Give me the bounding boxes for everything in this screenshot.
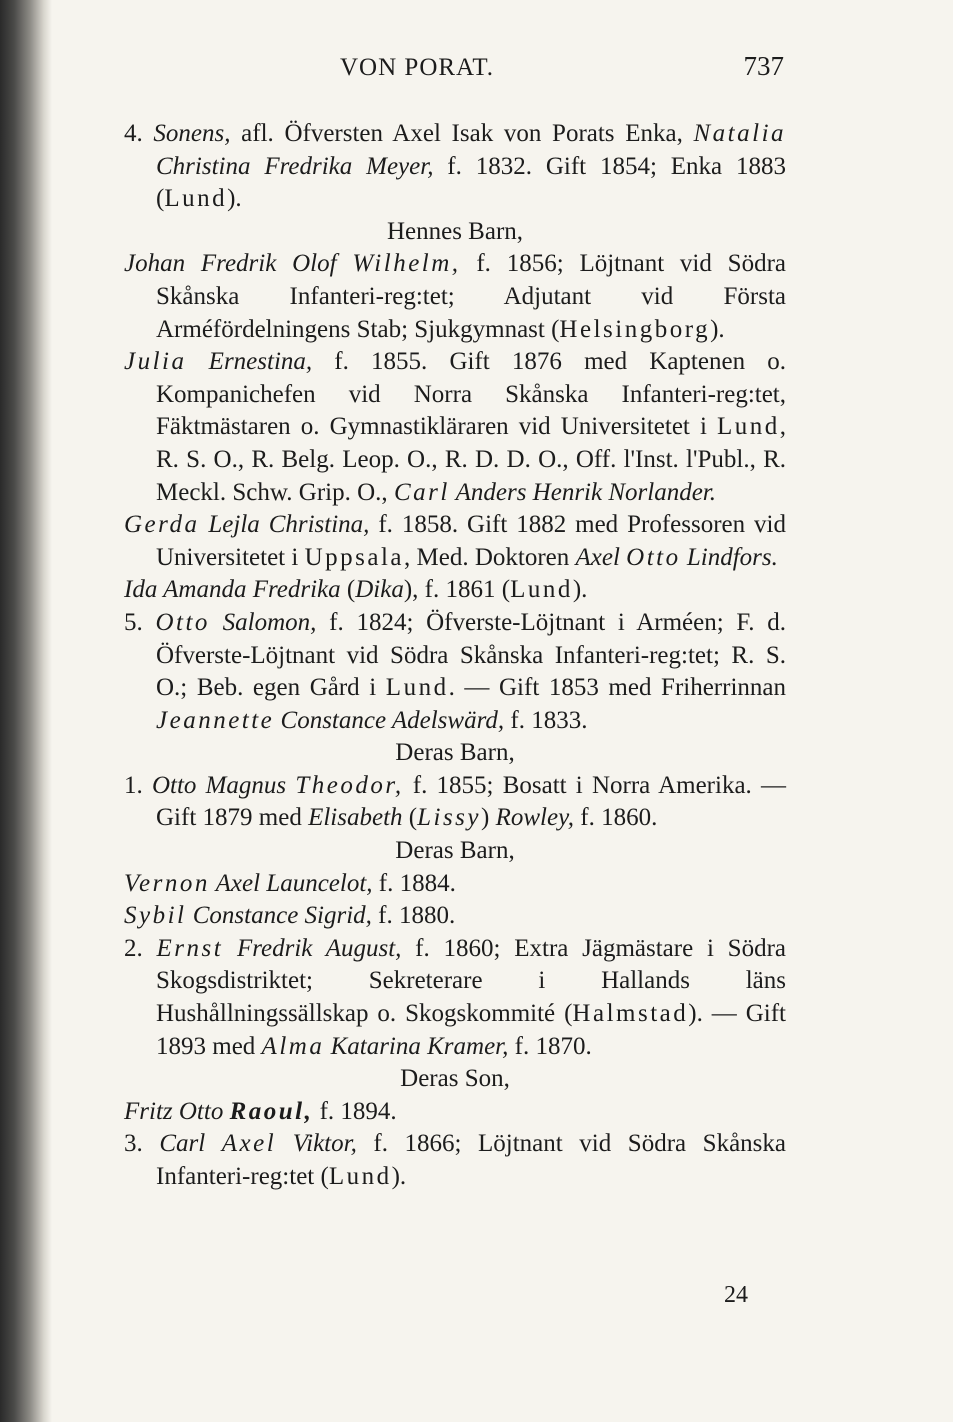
wife-nickname: Lissy <box>417 804 481 832</box>
child-gerda <box>124 509 786 574</box>
child-julia <box>124 346 786 509</box>
vernon-callname: Vernon <box>124 869 210 897</box>
wife-names: Constance Adelswärd, <box>274 706 505 734</box>
entry-5-text: f. 1824; Öfverste-Löjtnant i Arméen; F. d. Öfverste-Löjtnant vid Södra Skånska Infanteri-reg:tet; R. S. O.; Beb. egen Gård i <box>156 608 787 702</box>
johan-names: Johan Fredrik Olof <box>124 250 353 278</box>
husband-callname: Carl <box>393 478 450 506</box>
c3-text: f. 1866; Löjtnant vid Södra Skånska Infanteri-reg:tet ( <box>156 1130 786 1190</box>
c2-text: f. 1860; Extra Jägmästare i Södra Skogsdistriktet; Sekreterare i Hallands läns Hushållningssällskap o. Skogskommité ( <box>156 934 786 1028</box>
heading-deras-son: Deras Son, <box>400 1065 510 1093</box>
wife-callname: Alma <box>261 1032 325 1060</box>
wife-names: Katarina Kramer, <box>324 1032 509 1060</box>
place-lund: Lund <box>385 674 449 702</box>
ida-dates: ), f. 1861 ( <box>403 576 511 604</box>
sybil-dates: f. 1880. <box>371 902 456 930</box>
wife-dates: f. 1833. <box>504 706 588 734</box>
place-halmstad: Halmstad <box>572 1000 689 1028</box>
johan-text: f. 1856; Löjtnant vid Södra Skånska Infanteri-reg:tet; Adjutant vid Första Arméfördelningens Stab; Sjukgymnast ( <box>156 250 786 343</box>
entry-4-dates: f. 1832. Gift 1854; Enka 1883 ( <box>156 152 786 213</box>
place-uppsala: Uppsala <box>304 543 404 571</box>
fritz-names: Fritz Otto <box>124 1097 230 1125</box>
signature-mark: 24 <box>724 1282 748 1308</box>
running-header <box>124 50 786 90</box>
entry-4-close: ). <box>227 185 242 213</box>
c1-names: Otto Magnus <box>151 771 296 799</box>
vernon-dates: f. 1884. <box>372 869 456 897</box>
heading-deras-barn: Deras Barn, <box>395 739 515 767</box>
grandchild-vernon <box>124 868 786 901</box>
gerda-names: Lejla Christina, <box>199 511 370 539</box>
paren: ( <box>402 804 418 832</box>
entry-5-names: Salomon, <box>209 608 317 636</box>
page-body <box>124 50 786 1194</box>
entry-4-role: Sonens, <box>153 120 231 147</box>
husband-first: Axel <box>575 543 627 571</box>
entry-4-callname: Natalia <box>693 120 787 147</box>
child-number: 3. <box>124 1130 143 1158</box>
husband-names: Anders Henrik Norlander. <box>449 478 716 506</box>
wife-dates: f. 1860. <box>574 804 658 832</box>
ida-close: ). <box>572 576 588 604</box>
child-number: 1. <box>124 771 143 799</box>
entry-5 <box>124 607 786 737</box>
sybil-callname: Sybil <box>124 902 187 930</box>
heading-deras-barn: Deras Barn, <box>395 837 515 865</box>
gerda-callname: Gerda <box>124 511 200 539</box>
child-1 <box>124 770 786 835</box>
c2-callname: Ernst <box>156 934 224 962</box>
c1-callname: Theodor, <box>295 771 404 799</box>
wife-dates: f. 1870. <box>508 1032 592 1060</box>
grandchild-fritz <box>124 1096 786 1129</box>
c3-close: ). <box>391 1163 407 1190</box>
entry-5-callname: Otto <box>155 608 210 636</box>
wife-surname: Rowley, <box>495 804 575 832</box>
julia-names: Ernestina, <box>186 348 313 376</box>
fritz-dates: f. 1894. <box>313 1097 397 1125</box>
c2-names: Fredrik August, <box>223 934 402 962</box>
julia-callname: Julia <box>124 348 187 376</box>
place-lund: Lund <box>164 185 228 213</box>
vernon-names: Axel Launcelot, <box>209 869 373 897</box>
entry-number: 4. <box>124 120 143 147</box>
paren: ( <box>340 576 356 604</box>
gerda-title: , Med. Doktoren <box>404 543 576 571</box>
place-helsingborg: Helsingborg <box>559 315 711 343</box>
wife-first: Elisabeth <box>308 804 403 832</box>
entry-4 <box>124 118 786 216</box>
c2-marriage: ). — Gift 1893 med <box>156 1000 786 1060</box>
fritz-callname: Raoul, <box>229 1097 314 1125</box>
julia-text: f. 1855. Gift 1876 med Kaptenen o. Kompanichefen vid Norra Skånska Infanteri-reg:tet, Fäktmästaren o. Gymnastikläraren vid Universitetet i <box>156 348 786 441</box>
header-title: VON PORAT. <box>340 54 494 81</box>
sybil-names: Constance Sigrid, <box>186 902 372 930</box>
johan-close: ). <box>710 315 725 343</box>
paren: ) <box>481 804 496 832</box>
johan-callname: Wilhelm, <box>352 250 461 278</box>
husband-callname: Otto <box>626 543 681 571</box>
scan-binding-edge <box>0 0 52 1422</box>
ida-names: Ida Amanda Fredrika <box>124 576 341 604</box>
julia-orders: , R. S. O., R. Belg. Leop. O., R. D. D. O., Off. l'Inst. l'Publ., R. Meckl. Schw. Grip. O., <box>156 413 786 506</box>
child-2 <box>124 933 786 1063</box>
place-lund: Lund <box>716 413 780 441</box>
gerda-text: f. 1858. Gift 1882 med Professoren vid Universitetet i <box>156 511 786 571</box>
ida-nickname: Dika <box>355 576 404 604</box>
entry-5-marriage: . — Gift 1853 med Friherrinnan <box>448 674 787 702</box>
child-3 <box>124 1128 786 1193</box>
wife-callname: Jeannette <box>156 706 275 734</box>
c1-text: f. 1855; Bosatt i Norra Amerika. — Gift 1879 med <box>156 771 786 832</box>
entry-4-names: Christina Fredrika Meyer, <box>156 152 434 180</box>
c3-first: Carl <box>159 1130 222 1158</box>
page-number: 737 <box>743 51 784 81</box>
c3-callname: Axel <box>221 1130 277 1158</box>
entry-4-text: afl. Öfversten Axel Isak von Porats Enka, <box>230 120 683 147</box>
child-ida <box>124 574 786 607</box>
place-lund: Lund <box>328 1163 392 1190</box>
c3-names: Viktor, <box>276 1130 357 1158</box>
child-johan <box>124 248 786 346</box>
place-lund: Lund <box>510 576 573 604</box>
grandchild-sybil <box>124 900 786 933</box>
heading-hennes-barn: Hennes Barn, <box>386 217 524 245</box>
entry-number: 5. <box>124 608 143 636</box>
child-number: 2. <box>124 934 143 962</box>
husband-surname: Lindfors. <box>680 543 778 571</box>
